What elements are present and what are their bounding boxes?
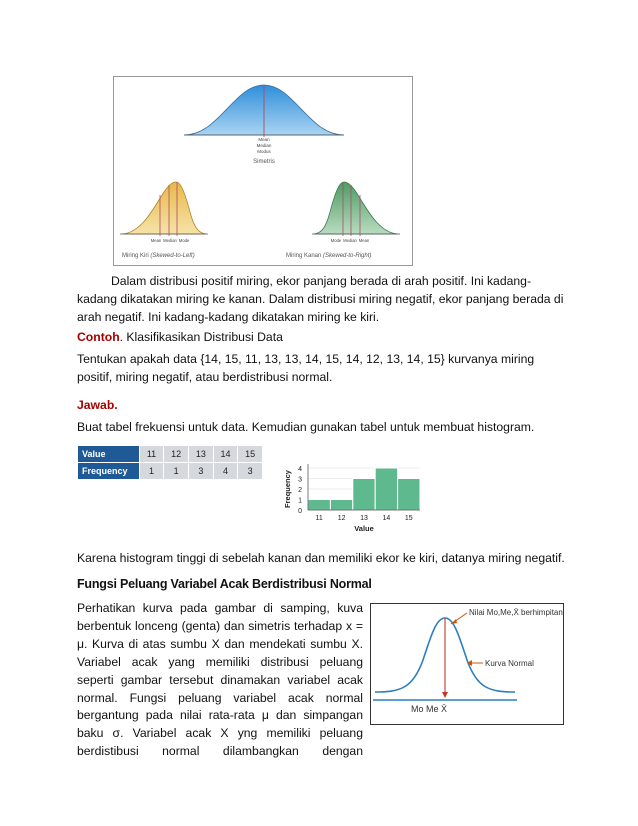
value-header: Value (78, 446, 140, 463)
table-cell: 11 (139, 446, 164, 463)
left-label-mean: Mean (150, 238, 162, 243)
y-tick-label: 4 (298, 466, 302, 473)
x-tick-label: 12 (337, 515, 346, 522)
right-label-median: Median (343, 238, 357, 243)
right-label-mode: Mode (330, 238, 342, 243)
normal-distribution-text (77, 600, 363, 761)
table-cell: 12 (164, 446, 189, 463)
table-cell: 1 (164, 463, 189, 480)
paragraph-skewness: Dalam distribusi positif miring, ekor panjang berada di arah positif. Ini kadang-kadang dikatakan miring ke kanan. Dalam distribusi miring negatif, ekor panjang berada di arah negatif. Ini kadang-kadang dikatakan miring ke kiri. (77, 274, 564, 324)
body-line: μ. Kurva di atas sumbu X dan mendekati sumbu X. (77, 636, 363, 651)
label-mo-me-mean: Mo Me X̄ (411, 704, 448, 714)
histogram-bar (353, 479, 375, 511)
body-line: berbentuk lonceng (genta) dan simetris terhadap x = (77, 618, 363, 633)
normal-curve-figure (370, 603, 564, 725)
symmetric-label-median: Median (256, 143, 272, 148)
symmetric-label-mean: Mean (258, 137, 270, 142)
table-row-values (78, 446, 263, 463)
table-cell: 3 (238, 463, 263, 480)
y-tick-label: 1 (298, 497, 302, 505)
histogram-chart (280, 458, 430, 542)
x-tick-label: 11 (315, 515, 323, 522)
question-paragraph: Tentukan apakah data {14, 15, 11, 13, 13, 14, 15, 14, 12, 13, 14, 15} kurvanya miring positif, miring negatif, atau berdistribusi normal. (77, 352, 535, 384)
contoh-label: Contoh (77, 330, 120, 344)
jawab-label: Jawab. (77, 398, 118, 412)
right-skew-curve (314, 182, 398, 234)
distribution-shapes-svg (114, 77, 412, 265)
label-coincide: Nilai Mo,Me,X̄ berhimpitan (469, 608, 563, 617)
table-cell: 3 (189, 463, 214, 480)
table-cell: 13 (189, 446, 214, 463)
right-label-mean: Mean (358, 238, 370, 243)
distribution-shapes-figure (113, 76, 413, 266)
body-line: berdistibusi normal dilambangkan dengan (77, 744, 363, 759)
left-skew-curve (122, 182, 206, 234)
body-line: baku σ. Variabel acak X yng memiliki peluang (77, 726, 363, 741)
normal-curve-svg (371, 604, 563, 724)
y-tick-label: 3 (298, 476, 302, 484)
y-tick-label: 0 (298, 508, 302, 515)
example-heading (77, 328, 565, 346)
table-cell: 1 (139, 463, 164, 480)
y-axis-label: Frequency (283, 470, 292, 508)
left-caption: Miring Kiri (Skewed-to-Left) (122, 253, 195, 259)
histogram-bar (308, 500, 330, 511)
frequency-header: Frequency (78, 463, 140, 480)
left-label-median: Median (163, 238, 177, 243)
table-cell: 15 (238, 446, 263, 463)
x-tick-label: 14 (382, 515, 391, 522)
x-axis-label: Value (354, 524, 374, 533)
body-line: Perhatikan kurva pada gambar di samping, kuva (77, 601, 363, 615)
symmetric-caption: Simetris (253, 159, 275, 165)
table-row-frequency (78, 463, 263, 480)
histogram-bar (330, 500, 352, 511)
instruction-paragraph: Buat tabel frekuensi untuk data. Kemudian gunakan tabel untuk membuat histogram. (77, 420, 535, 434)
body-line: normal. Fungsi peluang variabel acak normal (77, 690, 363, 705)
section-heading: Fungsi Peluang Variabel Acak Berdistribusi Normal (77, 577, 372, 591)
histogram-bar (375, 468, 397, 510)
label-normal-curve: Kurva Normal (485, 659, 534, 668)
body-line: seperti gambar tersebut dinamakan variabel acak (77, 672, 363, 687)
table-cell: 4 (213, 463, 238, 480)
right-caption: Miring Kanan (Skewed-to-Right) (286, 253, 372, 259)
symmetric-label-mode: Modus (257, 149, 271, 154)
conclusion-paragraph: Karena histogram tinggi di sebelah kanan dan memiliki ekor ke kiri, datanya miring negatif. (77, 551, 565, 565)
body-line: bergantung pada nilai rata-rata μ dan simpangan (77, 708, 363, 723)
x-tick-label: 13 (360, 515, 368, 522)
frequency-table (77, 445, 263, 480)
histogram-bar (398, 479, 420, 511)
table-cell: 14 (213, 446, 238, 463)
body-line: Variabel acak yang memiliki distribusi peluang (77, 654, 363, 669)
left-label-mode: Mode (178, 238, 190, 243)
contoh-text: . Klasifikasikan Distribusi Data (119, 330, 283, 344)
x-tick-label: 15 (404, 515, 413, 522)
y-tick-label: 2 (298, 487, 302, 494)
